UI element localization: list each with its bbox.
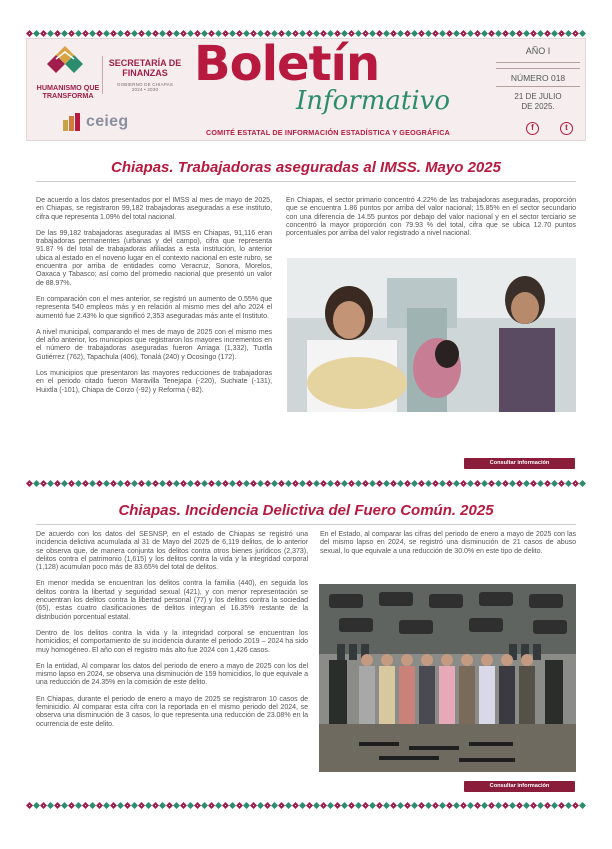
issue-rule <box>496 68 580 69</box>
paragraph: A nivel municipal, comparando el mes de mayo de 2025 con el mismo mes del año anterior, los municipios que registraron los mayores incrementos en el número de trabajadoras aseguradas fueron Arriaga (1,332), Tuxtla Gutiérrez (762), Tapachula (406), Tonalá (240) y Ocosingo (172). <box>36 327 272 361</box>
section1-title: Chiapas. Trabajadoras aseguradas al IMSS. Mayo 2025 <box>111 159 501 176</box>
bulletin-title: Boletín <box>194 36 380 92</box>
facebook-icon[interactable]: f <box>526 122 539 135</box>
committee-name: COMITÉ ESTATAL DE INFORMACIÓN ESTADÍSTICA Y GEOGRÁFICA <box>206 128 450 137</box>
paragraph: Dentro de los delitos contra la vida y la integridad corporal se encuentran los homicidios; el comportamiento de su incidencia durante el periodo 2019 – 2024 ha sido muy homogéneo. El año con el registro más alto fue 2024 con 1,426 casos. <box>36 628 308 654</box>
issue-info <box>496 40 580 138</box>
header-divider <box>102 56 103 94</box>
section2-left-column <box>36 530 308 736</box>
section2-rule <box>36 524 576 525</box>
paragraph: En el Estado, al comparar las cifras del periodo de enero a mayo de 2025 con las del mismo lapso en 2024, se registró una disminución de 21 casos de abuso sexual, lo que equivale a una reducción de 30.0% en este tipo de delito. <box>320 530 576 555</box>
logo-text: HUMANISMO QUE TRANSFORMA <box>36 83 100 100</box>
paragraph: En comparación con el mes anterior, se registró un aumento de 0.55% que representa 540 empleos más y en relación al mismo mes del año 2024 el aumentó fue 2.43% lo que significó 2,353 aseguradas más ante el Instituto. <box>36 294 272 320</box>
ceieg-logo-icon <box>62 112 82 132</box>
section1-photo <box>287 258 576 412</box>
paragraph: De acuerdo con los datos del SESNSP, en el estado de Chiapas se registró una incidencia delictiva acumulada al 31 de Mayo del 2025 de 6,119 delitos, de lo anterior se observa que, de manera conjunta los delitos contra otros bienes jurídicos (2,373), delitos contra el patrimonio (1,615) y los delitos contra la vida y la integridad corporal (1,128) acumulan poco más de 83.65% del total de delitos. <box>36 530 308 572</box>
section2-consult-button[interactable]: Consultar información <box>464 781 575 792</box>
bottom-pattern <box>26 801 586 810</box>
paragraph: En la entidad, Al comparar los datos del periodo de enero a mayo de 2025 con los del mismo lapso en 2024, se observa una disminución de 159 homicidios, lo que equivale a una reducción de 24.35% en la comisión de este delito. <box>36 661 308 687</box>
section2-title: Chiapas. Incidencia Delictiva del Fuero Común. 2025 <box>118 502 494 519</box>
paragraph: En menor medida se encuentran los delitos contra la familia (440), en seguida los delitos contra la libertad y seguridad sexual (421), y con menor representación se encuentran los delitos contra la libertad personal (77) y los delitos contra la sociedad (65), estas cuatro clasificaciones de delitos integran el 16.35% restante de la distribución porcentual estatal. <box>36 579 308 621</box>
twitter-icon[interactable]: t <box>560 122 573 135</box>
section1-left-column <box>36 196 272 402</box>
section1-consult-button[interactable]: Consultar información <box>464 458 575 469</box>
issue-number: NÚMERO 018 <box>510 73 566 83</box>
ceieg-label: ceieg <box>86 113 129 130</box>
issue-rule <box>496 62 580 63</box>
mid-pattern <box>26 479 586 488</box>
section1-rule <box>36 181 576 182</box>
secretaria-name: SECRETARÍA DE FINANZAS <box>108 58 182 78</box>
bulletin-subtitle: Informativo <box>296 86 450 116</box>
issue-year: AÑO I <box>525 46 551 56</box>
paragraph: En Chiapas, durante el periodo de enero a mayo de 2025 se registraron 10 casos de feminicidio. Al comparar esta cifra con la reportada en el mismo periodo del 2024, se observa una disminución de 3 casos, lo que representa una reducción de 23.08% en la ocurrencia de este delito. <box>36 694 308 728</box>
paragraph: De las 99,182 trabajadoras aseguradas al IMSS en Chiapas, 91,116 eran trabajadoras permanentes (urbanas y del campo), cifra que representa 91.87 % del total de trabajadoras afiliadas a esta institución, lo anterior ubica al estado en el noveno lugar en el contexto nacional en este rubro, se encuentra por arriba de entidades como Veracruz, Sonora, Morelos, Oaxaca y Tabasco; así como del promedio nacional que presentó un valor de 88.97%. <box>36 228 272 287</box>
issue-date: 21 DE JULIO DE 2025. <box>514 92 562 111</box>
paragraph: Los municipios que presentaron las mayores reducciones de trabajadoras en el periodo citado fueron Maravilla Tenejapa (-220), Suchiate (-131), Huixtla (-101), Chiapa de Corzo (-92) y Reforma (-82). <box>36 369 272 394</box>
issue-rule <box>496 86 580 87</box>
section2-photo <box>319 584 576 772</box>
paragraph: De acuerdo a los datos presentados por el IMSS al mes de mayo de 2025, en Chiapas, se registraron 99,182 trabajadoras aseguradas a ese instituto, cifra que representa 1.09% del total nacional. <box>36 196 272 221</box>
gobierno-label: GOBIERNO DE CHIAPAS 2024 • 2030 <box>116 82 174 92</box>
section2-right-column <box>320 530 576 563</box>
section1-right-column <box>286 196 576 245</box>
paragraph: En Chiapas, el sector primario concentró 4.22% de las trabajadoras aseguradas, proporción que se encuentra 1.86 puntos por arriba del valor nacional; 15.85% en el sector secundario con una diferencia de 14.55 puntos por debajo del valor nacional y en el sector terciario se concentró la mayor proporción con 79.93 % del total, cifra que se ubica 12.70 puntos porcentuales por arriba del valor registrado a nivel nacional. <box>286 196 576 238</box>
